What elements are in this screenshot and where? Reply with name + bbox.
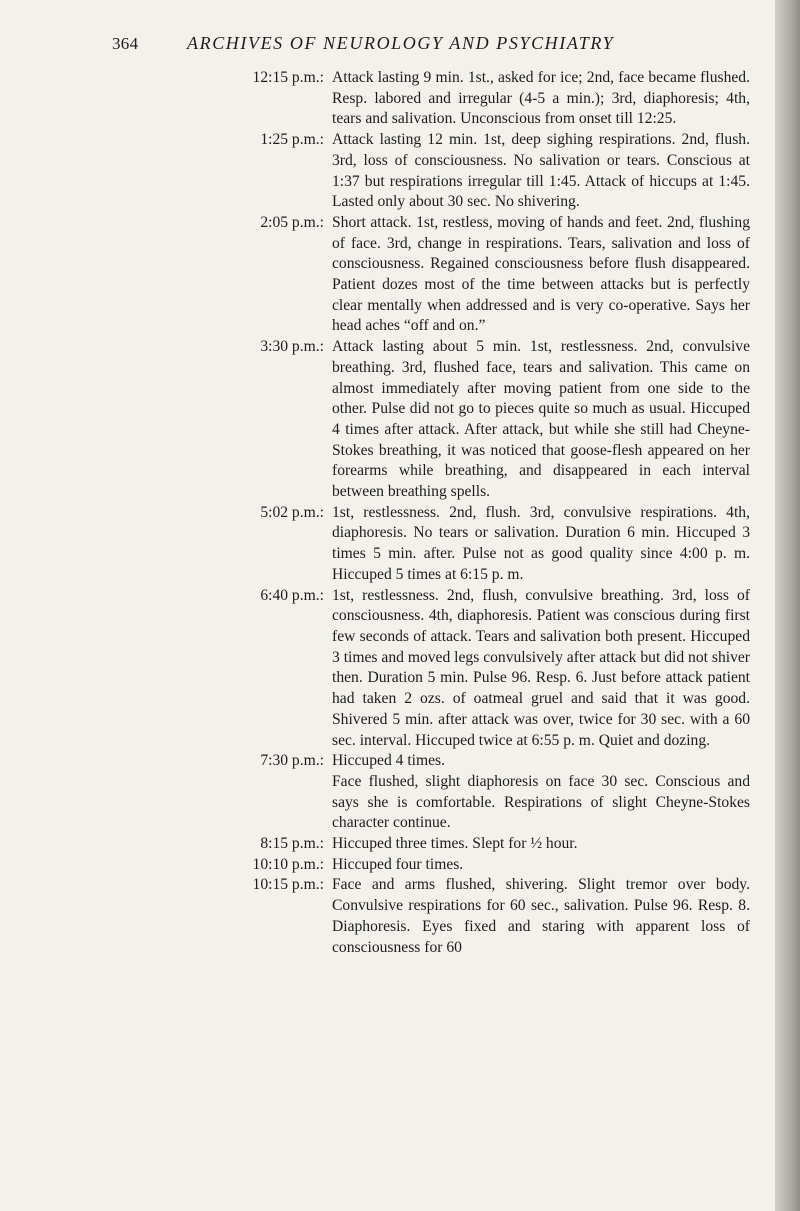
log-entry	[190, 68, 750, 130]
entry-paragraph: Hiccuped 4 times.	[332, 752, 446, 770]
entry-text	[332, 586, 750, 752]
entry-time: 10:15 p.m.:	[252, 876, 324, 894]
entry-time: 12:15 p.m.:	[252, 69, 324, 86]
entry-text	[332, 337, 750, 503]
entry-time: 10:10 p.m.:	[252, 855, 324, 873]
entry-time: 1:25 p.m.:	[260, 131, 324, 149]
entry-paragraph: Attack lasting 12 min. 1st, deep sighing respirations. 2nd, flush. 3rd, loss of consciousness. No salivation or tears. Conscious at 1:37 but respirations irregular till 1:45. Attack of hiccups at 1:45. Lasted only about 30 sec. No shivering.	[332, 131, 750, 211]
entry-paragraph: Hiccuped three times. Slept for ½ hour.	[332, 835, 578, 853]
log-entry	[190, 751, 750, 834]
entry-paragraph: Attack lasting about 5 min. 1st, restlessness. 2nd, convulsive breathing. 3rd, flushed face, tears and salivation. This came on almost immediately after moving patient from one side to the other. Pulse did not go to pieces quite so much as usual. Hiccuped 4 times after attack. After attack, but while she still had Cheyne-Stokes breathing, it was noticed that goose-flesh appeared on her forearms while breathing, and disappeared in each interval between breathing spells.	[332, 338, 750, 501]
observation-log	[190, 68, 750, 958]
entry-paragraph: 1st, restlessness. 2nd, flush, convulsive breathing. 3rd, loss of consciousness. 4th, diaphoresis. Patient was conscious during first few seconds of attack. Tears and salivation both present. Hiccuped 3 times and moved legs convulsively after attack but did not shiver then. Duration 5 min. Pulse 96. Resp. 6. Just before attack patient had taken 2 ozs. of oatmeal gruel and said that it was good. Shivered 5 min. after attack was over, twice for 30 sec. with a 60 sec. interval. Hiccuped twice at 6:55 p. m. Quiet and dozing.	[332, 586, 750, 749]
entry-time: 3:30 p.m.:	[260, 338, 324, 356]
page-number: 364	[112, 34, 139, 53]
entry-time: 6:40 p.m.:	[260, 586, 324, 604]
entry-time: 2:05 p.m.:	[260, 213, 324, 231]
log-entry	[190, 875, 750, 958]
log-entry	[190, 834, 750, 855]
running-header	[112, 34, 712, 58]
log-entry	[190, 586, 750, 752]
page-gutter-shadow	[775, 0, 800, 1211]
entry-paragraph: Short attack. 1st, restless, moving of hands and feet. 2nd, flushing of face. 3rd, change in respirations. Tears, salivation and loss of consciousness. Regained consciousness before flush disappeared. Patient dozes most of the time between attacks but is perfectly clear mentally when addressed and is very co-operative. Says her head aches “off and on.”	[332, 213, 750, 335]
entry-text	[332, 751, 750, 834]
log-entry	[190, 503, 750, 586]
entry-text	[332, 875, 750, 958]
entry-text	[332, 213, 750, 337]
log-entry	[190, 213, 750, 337]
entry-paragraph: Attack lasting 9 min. 1st., asked for ice; 2nd, face became flushed. Resp. labored and irregular (4-5 a min.); 3rd, diaphoresis; 4th, tears and salivation. Unconscious from onset till 12:25.	[332, 69, 750, 128]
entry-paragraph: 1st, restlessness. 2nd, flush. 3rd, convulsive respirations. 4th, diaphoresis. No tears or salivation. Duration 6 min. Hiccuped 3 times 5 min. after. Pulse not as good quality since 4:00 p. m. Hiccuped 5 times at 6:15 p. m.	[332, 503, 750, 583]
entry-text	[332, 834, 750, 855]
log-entry	[190, 855, 750, 876]
entry-text	[332, 68, 750, 130]
entry-text	[332, 855, 750, 876]
entry-time: 5:02 p.m.:	[260, 503, 324, 521]
journal-title: ARCHIVES OF NEUROLOGY AND PSYCHIATRY	[187, 33, 615, 53]
entry-paragraph: Hiccuped four times.	[332, 855, 464, 873]
log-entry	[190, 337, 750, 503]
entry-text	[332, 503, 750, 586]
entry-time: 8:15 p.m.:	[260, 835, 324, 853]
entry-paragraph: Face and arms flushed, shivering. Slight tremor over body. Convulsive respirations for 60 sec., salivation. Pulse 96. Resp. 8. Diaphoresis. Eyes fixed and staring with apparent loss of consciousness for 60	[332, 876, 750, 956]
entry-time: 7:30 p.m.:	[260, 752, 324, 770]
entry-paragraph: Face flushed, slight diaphoresis on face 30 sec. Conscious and says she is comfortable. Respirations of slight Cheyne-Stokes character continue.	[332, 772, 750, 832]
log-entry	[190, 130, 750, 213]
entry-text	[332, 130, 750, 213]
